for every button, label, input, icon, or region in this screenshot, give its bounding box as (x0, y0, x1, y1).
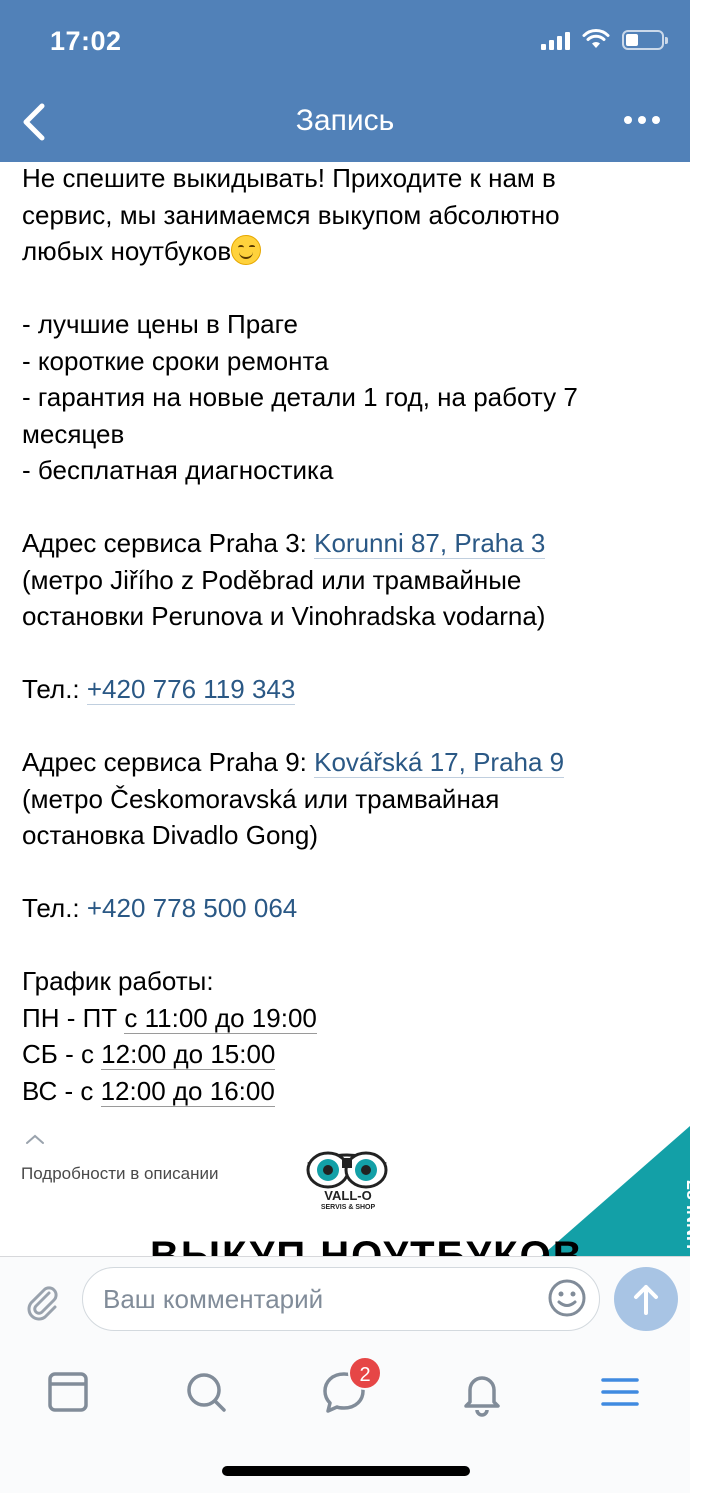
schedule-hours[interactable]: с 11:00 до 19:00 (124, 1002, 317, 1033)
header (0, 0, 690, 162)
tab-news-icon[interactable] (38, 1362, 98, 1422)
smile-icon[interactable] (546, 1277, 588, 1319)
battery-icon (622, 30, 664, 50)
address-line (22, 744, 672, 781)
status-bar (0, 0, 690, 84)
post-image-preview[interactable] (0, 1120, 704, 1256)
schedule-hours[interactable]: 12:00 до 16:00 (100, 1075, 275, 1106)
feature-item: - лучшие цены в Праге (22, 309, 299, 339)
paperclip-icon[interactable] (22, 1281, 62, 1321)
post-line: сервис, мы занимаемся выкупом абсолютно (22, 199, 560, 230)
phone-label: Тел.: (22, 674, 87, 704)
messages-badge: 2 (348, 1356, 382, 1390)
feature-item: - гарантия на новые детали 1 год, на работу 7 (22, 382, 578, 412)
address-note: остановки Perunova и Vinohradska vodarna) (22, 601, 546, 631)
signal-icon (541, 30, 570, 50)
more-dot-icon (624, 116, 632, 124)
address-link-praha9[interactable]: Kovářská 17, Praha 9 (314, 747, 565, 777)
schedule-title: График работы: (22, 966, 214, 996)
phone-link-praha3[interactable]: +420 776 119 343 (86, 674, 296, 704)
tab-notifications-icon[interactable] (452, 1362, 512, 1422)
comment-input[interactable]: Ваш комментарий (82, 1267, 600, 1331)
address-line (22, 525, 672, 562)
feature-item: - короткие сроки ремонта (22, 345, 329, 376)
address-note: (метро Českomoravská или трамвайная (22, 783, 500, 814)
home-indicator[interactable] (222, 1466, 470, 1476)
arrow-up-icon (614, 1267, 678, 1331)
phone-line (22, 671, 672, 708)
schedule-days: СБ - с (22, 1039, 102, 1069)
nav-bar (0, 84, 690, 162)
phone-label: Тел.: (22, 893, 87, 923)
logo-subtitle: SERVIS & SHOP (320, 1204, 376, 1211)
page-title: Запись (295, 104, 395, 137)
schedule-hours[interactable]: 12:00 до 15:00 (101, 1039, 276, 1069)
chevron-up-icon (24, 1132, 46, 1146)
smiling-face-emoji-icon (231, 235, 261, 265)
phone-link-praha9[interactable]: +420 778 500 064 (86, 893, 298, 923)
post-text (22, 160, 672, 1109)
address-link-praha3[interactable]: Korunni 87, Praha 3 (314, 528, 546, 558)
address-note: (метро Jiřího z Poděbrad или трамвайные (22, 564, 522, 595)
schedule-days: ПН - ПТ (22, 1002, 125, 1033)
comment-bar (0, 1256, 690, 1344)
more-button[interactable] (624, 112, 666, 128)
address-note: остановка Divadlo Gong) (22, 820, 318, 850)
address-label: Адрес сервиса Praha 3: (22, 528, 315, 558)
details-link[interactable]: Подробности в описании (21, 1164, 219, 1183)
post-line (22, 233, 672, 270)
corner-text: UNNI 87 (684, 1180, 704, 1250)
more-dot-icon (652, 116, 660, 124)
status-time: 17:02 (50, 26, 122, 56)
post-line-text: любых ноутбуков (22, 236, 232, 266)
logo-text: VALL-O (324, 1188, 372, 1203)
wifi-icon (582, 30, 610, 50)
phone-line (22, 890, 672, 927)
feature-item: - бесплатная диагностика (22, 455, 334, 485)
post-line: Не спешите выкидывать! Приходите к нам в (22, 163, 556, 193)
status-icons (541, 30, 664, 50)
tab-menu-icon[interactable] (590, 1362, 650, 1422)
schedule-days: ВС - с (22, 1075, 101, 1106)
address-label: Адрес сервиса Praha 9: (22, 747, 315, 777)
send-button[interactable] (614, 1267, 678, 1331)
schedule-row (22, 1073, 672, 1110)
feature-item: месяцев (22, 418, 125, 449)
schedule-row (22, 1036, 672, 1073)
schedule-row (22, 1000, 672, 1037)
tab-search-icon[interactable] (176, 1362, 236, 1422)
more-dot-icon (638, 116, 646, 124)
